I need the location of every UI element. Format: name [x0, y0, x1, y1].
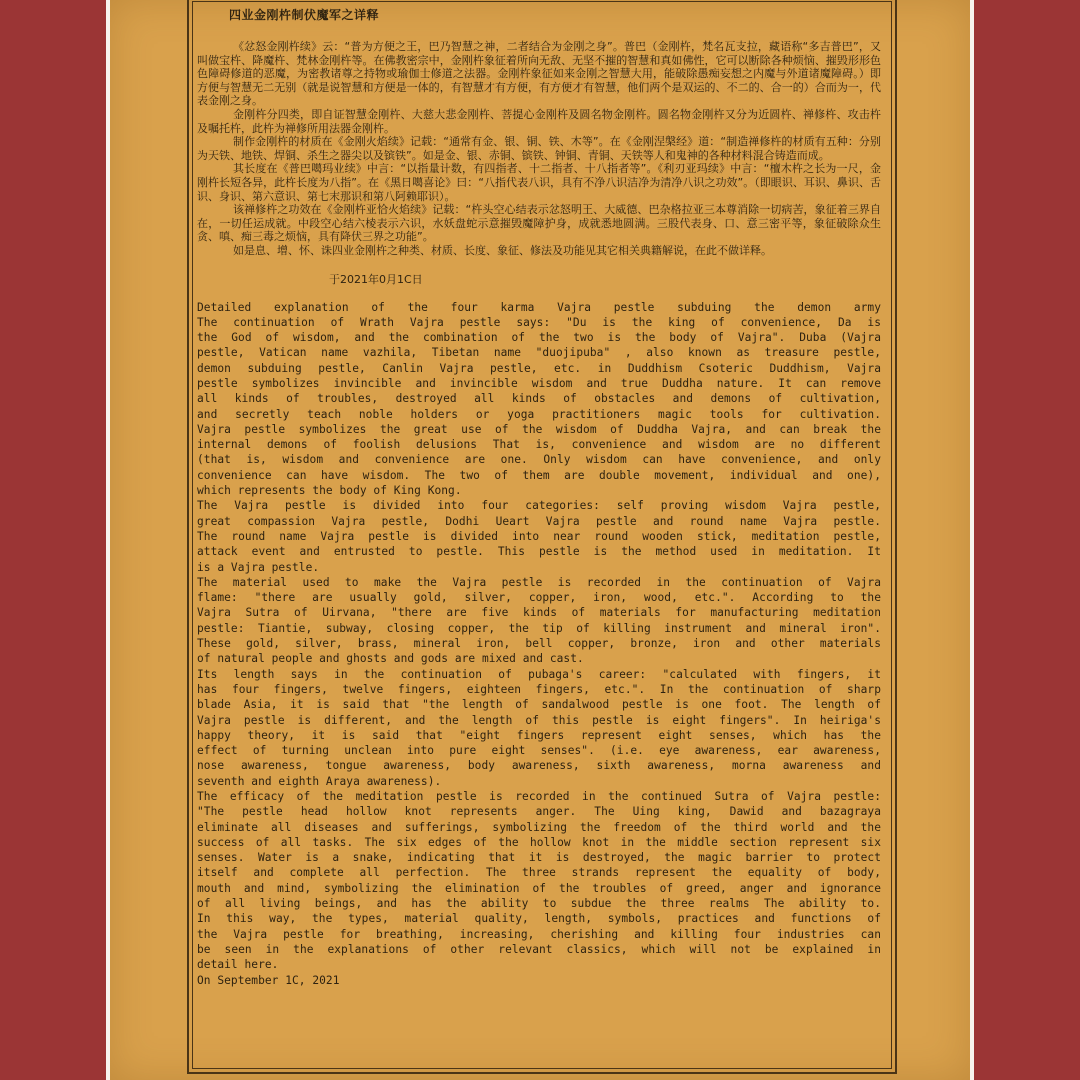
- chinese-paragraph: 制作金刚杵的材质在《金刚火焰续》记载：“通常有金、银、铜、铁、木等”。在《金刚涅槃经》道：“制造禅修杵的材质有五种：分别为天铁、地铁、焊铜、杀生之器尖以及镔铁”。如是金、银、赤铜、镔铁、钟铜、青铜、天铁等人和鬼神的各种材料混合铸造而成。: [197, 135, 881, 162]
- english-text-line: is a Vajra pestle.: [197, 560, 320, 574]
- english-text-line: happy theory, it is said that "eight fingers represent eight senses, which has the: [197, 728, 881, 742]
- english-text-line: be seen in the explanations of other relevant classics, which will not be explained in: [197, 942, 881, 956]
- english-text-line: pestle, Vatican name vazhila, Tibetan name "duojipuba" , also known as treasure pestle,: [197, 346, 881, 360]
- english-text-line: detail here.: [197, 958, 279, 972]
- english-text-line: great compassion Vajra pestle, Dodhi Ueart Vajra pestle and round name Vajra pestle.: [197, 514, 881, 528]
- english-text-line: The Vajra pestle is divided into four categories: self proving wisdom Vajra pestle,: [197, 499, 881, 513]
- chinese-paragraph: 如是息、增、怀、诛四业金刚杵之种类、材质、长度、象征、修法及功能见其它相关典籍解说，在此不做详释。: [233, 243, 772, 257]
- english-text-line: internal demons of foolish delusions That is, convenience and wisdom are no different: [197, 438, 881, 452]
- english-text-line: The efficacy of the meditation pestle is recorded in the continued Sutra of Vajra pestle:: [197, 790, 881, 803]
- chinese-paragraph: 金刚杵分四类，即自证智慧金刚杵、大慈大悲金刚杵、菩提心金刚杵及圆名物金刚杵。圆名物金刚杵又分为近圆杵、禅修杵、攻击杵及嘱托杵，此杵为禅修所用法器金刚杵。: [197, 107, 881, 135]
- english-text-line: demon subduing pestle, Canlin Vajra pestle, etc. in Duddhism Csoteric Duddhism, Vajra: [197, 361, 881, 375]
- chinese-paragraph: 其长度在《普巴噶玛业续》中言：“以指量计数，有四指者、十二指者、十八指者等”。《利刃亚玛续》中言：“檀木杵之长为一尺，金刚杵长短各异，此杵长度为八指”。在《黑日噶喜论》曰：“八指代表八识，具有不净八识洁净为清净八识之功效”。（即眼识、耳识、鼻识、舌识、身识、第六意识、第七末那识和第八阿赖耶识）。: [197, 162, 881, 203]
- english-text-line: pestle symbolizes invincible and invincible wisdom and true Duddha nature. It can remove: [197, 376, 881, 390]
- english-text-line: pestle: Tiantie, subway, closing copper, the tip of killing instrument and mineral iron".: [197, 621, 881, 635]
- english-text-line: and secretly teach noble holders or yoga practitioners magic tools for cultivation.: [197, 407, 881, 421]
- english-text-line: In this way, the types, material quality, length, symbols, practices and functions of: [197, 912, 881, 926]
- english-text-line: nose awareness, tongue awareness, body awareness, sixth awareness, morna awareness and: [197, 759, 881, 773]
- english-text-line: Vajra Sutra of Uirvana, "there are five kinds of materials for manufacturing meditation: [197, 606, 881, 620]
- chinese-date: 于2021年0月1C日: [329, 272, 423, 286]
- english-text-line: These gold, silver, brass, mineral iron, bell copper, bronze, iron and other materials: [197, 637, 881, 651]
- english-text-line: has four fingers, twelve fingers, eighteen fingers, etc.". In the continuation of sharp: [197, 682, 881, 696]
- english-text-line: "The pestle head hollow knot represents anger. The Uing king, Dawid and bazagraya: [197, 805, 881, 819]
- english-text-line: The round name Vajra pestle is divided into near round wooden stick, meditation pestle,: [197, 529, 881, 543]
- english-text-line: seventh and eighth Araya awareness).: [197, 774, 442, 788]
- english-text-line: On September 1C, 2021: [197, 973, 340, 987]
- english-text-line: (that is, wisdom and convenience are one. Only wisdom can have convenience, and only: [197, 453, 881, 467]
- english-text-line: attack event and entrusted to pestle. This pestle is the method used in meditation. It: [197, 545, 881, 559]
- english-text-line: success of all tasks. The six edges of the hollow knot in the middle section represent six: [197, 835, 881, 849]
- english-text-line: senses. Water is a snake, indicating that it is destroyed, the magic barrier to protect: [197, 851, 881, 865]
- english-title: Detailed explanation of the four karma Vajra pestle subduing the demon army: [197, 300, 881, 314]
- english-text-line: convenience can have wisdom. The two of them are double movement, individual and one),: [197, 468, 881, 482]
- english-text-line: Vajra pestle is different, and the length of this pestle is eight fingers". In heiriga's: [197, 713, 881, 727]
- english-text-line: Its length says in the continuation of pubaga's career: "calculated with fingers, it: [197, 667, 881, 681]
- english-text-line: mouth and mind, symbolizing the elimination of the troubles of greed, anger and ignorance: [197, 881, 881, 895]
- english-text-line: effect of turning unclean into pure eight senses". (i.e. eye awareness, ear awareness,: [197, 744, 881, 758]
- document-content: [197, 6, 881, 988]
- english-text-line: the Vajra pestle for breathing, increasing, cherishing and killing four industries can: [197, 927, 881, 941]
- english-text-line: The material used to make the Vajra pestle is recorded in the continuation of Vajra: [197, 575, 881, 589]
- english-body: [197, 300, 881, 988]
- english-text-line: itself and complete all perfection. The three strands represent the equality of body,: [197, 866, 881, 880]
- english-text-line: eliminate all diseases and sufferings, symbolizing the freedom of the third world and the: [197, 820, 881, 834]
- english-text-line: the God of wisdom, and the combination of the two is the body of Vajra". Duba (Vajra: [197, 331, 881, 345]
- english-text-line: blade Asia, it is said that "the length of sandalwood pestle is one foot. The length of: [197, 698, 881, 712]
- english-text-line: The continuation of Wrath Vajra pestle says: "Du is the king of convenience, Da is: [197, 315, 881, 329]
- english-text-line: all kinds of troubles, destroyed all kinds of obstacles and demons of cultivation,: [197, 392, 881, 406]
- chinese-paragraph: 该禅修杵之功效在《金刚杵亚恰火焰续》记载：“杵头空心结表示忿怒明王、大威德、巴杂格拉亚三本尊消除一切病苦，象征着三界自在，一切任运成就。中段空心结六棱表示六识，水妖盘蛇示意摧毁魔障护身，成就悉地圆满。三股代表身、口、意三密平等，象征破除众生贪、嗔、痴三毒之烦恼，具有降伏三界之功能”。: [197, 203, 881, 244]
- scroll-paper: [110, 0, 970, 1080]
- english-text-line: Vajra pestle symbolizes the great use of the wisdom of Duddha Vajra, and can break the: [197, 422, 881, 436]
- english-text-line: of all living beings, and has the ability to subdue the three realms The ability to.: [197, 897, 881, 911]
- english-text-line: which represents the body of King Kong.: [197, 484, 462, 498]
- english-text-line: flame: "there are usually gold, silver, copper, iron, wood, etc.". According to the: [197, 591, 881, 605]
- english-text-line: of natural people and ghosts and gods are mixed and cast.: [197, 652, 584, 666]
- chinese-paragraph: 《忿怒金刚杵续》云：“普为方便之王，巴乃智慧之神，二者结合为金刚之身”。普巴（金刚杵，梵名瓦支拉，藏语称“多吉普巴”，又叫做宝杵、降魔杵、梵林金刚杵等。在佛教密宗中，金刚杵象征着所向无敌、无坚不摧的智慧和真如佛性，它可以断除各种烦恼、摧毁形形色色障碍修道的恶魔，为密教诸尊之持物或瑜伽士修道之法器。金刚杵象征如来金刚之智慧大用，能破除愚痴妄想之内魔与外道诸魔障碍。）即方便与智慧无二无别（就是说智慧和方便是一体的，有智慧才有方便，有方便才有智慧，他们两个是双运的、不二的、合一的）合而为一，代表金刚之身。: [197, 40, 881, 108]
- chinese-body: [197, 40, 881, 258]
- chinese-title: 四业金刚杵制伏魔军之详释: [229, 8, 380, 22]
- right-white-border: [970, 0, 974, 1080]
